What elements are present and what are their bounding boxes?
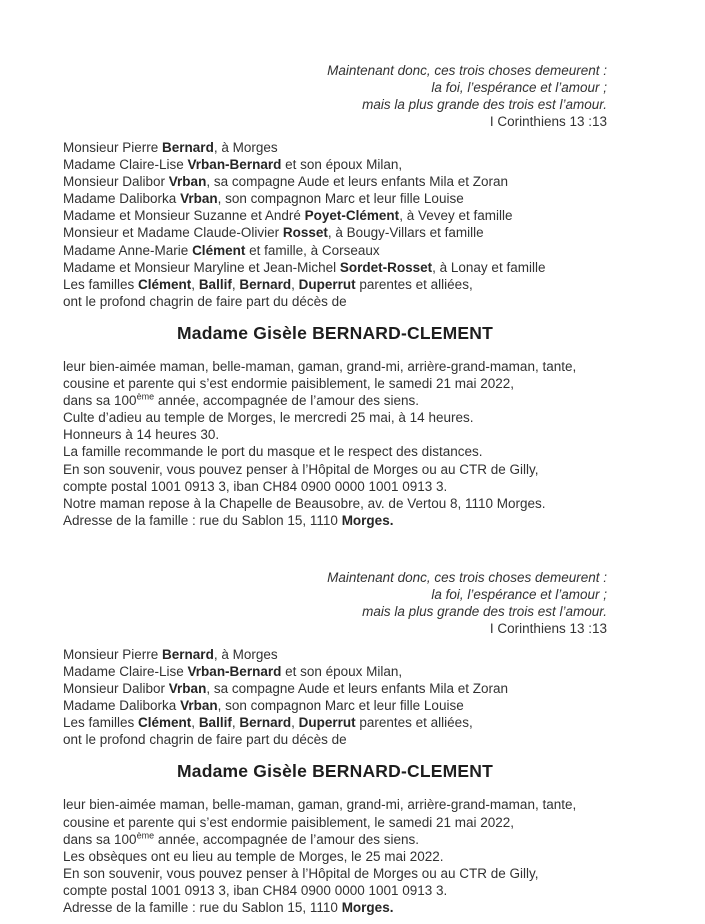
epigraph-line: mais la plus grande des trois est l’amour. bbox=[362, 97, 607, 112]
epigraph-line: la foi, l’espérance et l’amour ; bbox=[431, 80, 607, 95]
mourner-line: Madame Daliborka Vrban, son compagnon Marc et leur fille Louise bbox=[63, 191, 464, 207]
mourner-line: ont le profond chagrin de faire part du décès de bbox=[63, 732, 347, 748]
body-line: Culte d’adieu au temple de Morges, le mercredi 25 mai, à 14 heures. bbox=[63, 410, 474, 426]
body-line: dans sa 100ème année, accompagnée de l’amour des siens. bbox=[63, 391, 419, 409]
body-line: Honneurs à 14 heures 30. bbox=[63, 427, 220, 443]
body-line: compte postal 1001 0913 3, iban CH84 0900 0000 1001 0913 3. bbox=[63, 882, 448, 898]
mourner-line: Monsieur Dalibor Vrban, sa compagne Aude et leurs enfants Mila et Zoran bbox=[63, 174, 508, 190]
epigraph bbox=[63, 62, 607, 130]
notice-body bbox=[63, 796, 623, 916]
body-line: compte postal 1001 0913 3, iban CH84 0900 0000 1001 0913 3. bbox=[63, 478, 448, 494]
death-notice-1 bbox=[63, 62, 645, 529]
mourner-line: Madame Anne-Marie Clément et famille, à Corseaux bbox=[63, 242, 380, 258]
epigraph-line: la foi, l’espérance et l’amour ; bbox=[431, 586, 607, 602]
mourner-line: Les familles Clément, Ballif, Bernard, Duperrut parentes et alliées, bbox=[63, 276, 473, 292]
body-line: Adresse de la famille : rue du Sablon 15, 1110 Morges. bbox=[63, 900, 394, 915]
body-line: Notre maman repose à la Chapelle de Beausobre, av. de Vertou 8, 1110 Morges. bbox=[63, 495, 546, 511]
epigraph bbox=[63, 569, 607, 637]
body-line: La famille recommande le port du masque et le respect des distances. bbox=[63, 444, 483, 460]
mourners-list bbox=[63, 139, 623, 310]
epigraph-line: Maintenant donc, ces trois choses demeurent : bbox=[327, 63, 607, 78]
body-line: Les obsèques ont eu lieu au temple de Morges, le 25 mai 2022. bbox=[63, 848, 444, 864]
body-line: En son souvenir, vous pouvez penser à l’Hôpital de Morges ou au CTR de Gilly, bbox=[63, 461, 539, 477]
mourner-line: Monsieur et Madame Claude-Olivier Rosset, à Bougy-Villars et famille bbox=[63, 225, 484, 241]
mourner-line: ont le profond chagrin de faire part du décès de bbox=[63, 293, 347, 309]
mourner-line: Madame Daliborka Vrban, son compagnon Marc et leur fille Louise bbox=[63, 698, 464, 714]
mourner-line: Madame et Monsieur Maryline et Jean-Michel Sordet-Rosset, à Lonay et famille bbox=[63, 259, 546, 275]
epigraph-line: Maintenant donc, ces trois choses demeurent : bbox=[327, 569, 607, 585]
mourner-line: Madame et Monsieur Suzanne et André Poyet-Clément, à Vevey et famille bbox=[63, 208, 513, 224]
epigraph-citation: I Corinthiens 13 :13 bbox=[489, 114, 607, 129]
body-line: En son souvenir, vous pouvez penser à l’Hôpital de Morges ou au CTR de Gilly, bbox=[63, 865, 539, 881]
mourner-line: Monsieur Pierre Bernard, à Morges bbox=[63, 140, 278, 155]
mourner-line: Monsieur Pierre Bernard, à Morges bbox=[63, 646, 278, 662]
mourner-line: Les familles Clément, Ballif, Bernard, Duperrut parentes et alliées, bbox=[63, 715, 473, 731]
deceased-name-title: Madame Gisèle BERNARD-CLEMENT bbox=[177, 761, 493, 782]
epigraph-quote bbox=[63, 62, 607, 113]
mourner-line: Monsieur Dalibor Vrban, sa compagne Aude et leurs enfants Mila et Zoran bbox=[63, 681, 508, 697]
epigraph-quote bbox=[63, 569, 607, 620]
body-line: leur bien-aimée maman, belle-maman, gaman, grand-mi, arrière-grand-maman, tante, bbox=[63, 797, 577, 813]
death-notice-2 bbox=[63, 569, 645, 916]
mourner-line: Madame Claire-Lise Vrban-Bernard et son époux Milan, bbox=[63, 663, 403, 679]
body-line: dans sa 100ème année, accompagnée de l’amour des siens. bbox=[63, 830, 419, 847]
mourners-list bbox=[63, 646, 623, 749]
body-line: leur bien-aimée maman, belle-maman, gaman, grand-mi, arrière-grand-maman, tante, bbox=[63, 358, 577, 374]
epigraph-citation: I Corinthiens 13 :13 bbox=[489, 620, 607, 636]
epigraph-line: mais la plus grande des trois est l’amour. bbox=[362, 603, 607, 619]
deceased-name-title: Madame Gisèle BERNARD-CLEMENT bbox=[177, 322, 493, 343]
body-line: cousine et parente qui s’est endormie paisiblement, le samedi 21 mai 2022, bbox=[63, 376, 515, 392]
body-line: Adresse de la famille : rue du Sablon 15, 1110 Morges. bbox=[63, 512, 394, 528]
notice-body bbox=[63, 358, 623, 529]
body-line: cousine et parente qui s’est endormie paisiblement, le samedi 21 mai 2022, bbox=[63, 814, 515, 830]
mourner-line: Madame Claire-Lise Vrban-Bernard et son époux Milan, bbox=[63, 157, 403, 173]
